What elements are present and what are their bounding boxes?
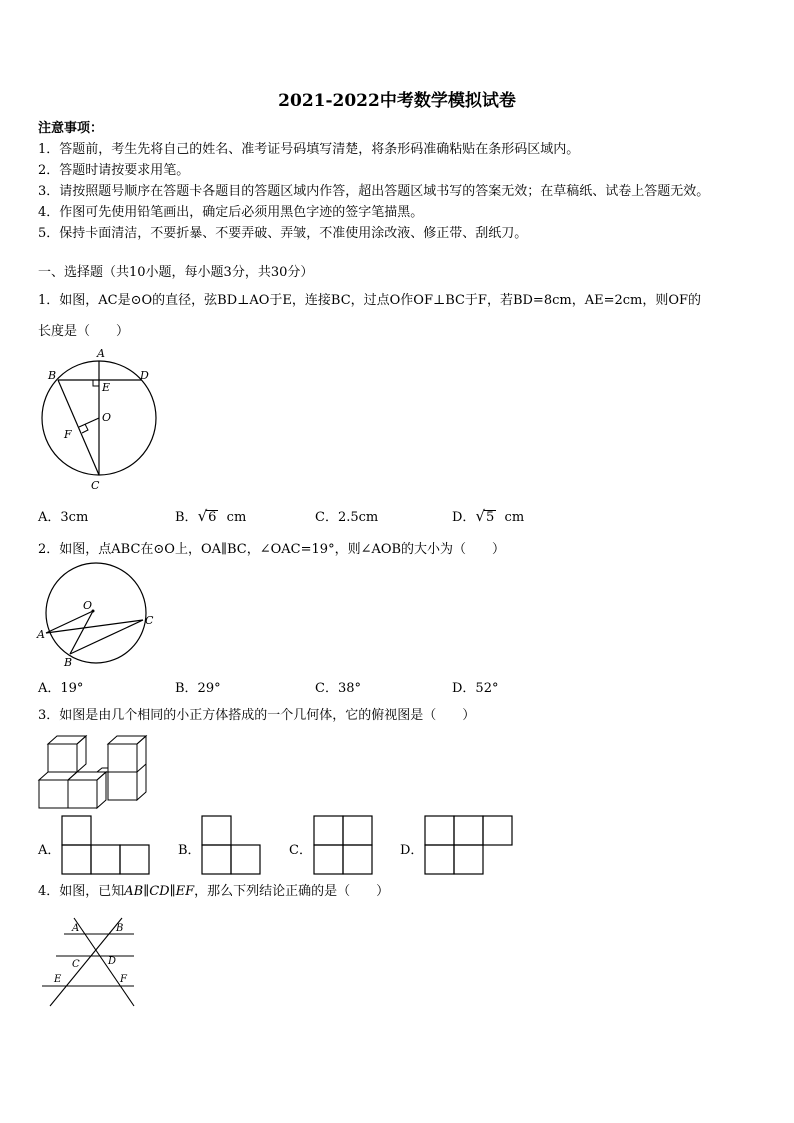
notice-item: 1．答题前，考生先将自己的姓名、准考证号码填写清楚，将条形码准确粘贴在条形码区域内。 <box>38 142 580 157</box>
label-F: F <box>120 974 127 985</box>
notice-item: 4．作图可先使用铅笔画出，确定后必须用黑色字迹的签字笔描黑。 <box>38 205 424 220</box>
question-4-figure <box>38 912 144 1008</box>
q3-option-d[interactable]: D． <box>400 843 424 858</box>
q3-option-b[interactable]: B． <box>178 843 201 858</box>
label-B: B <box>48 369 57 382</box>
notice-item: 2．答题时请按要求用笔。 <box>38 163 190 178</box>
notice-heading: 注意事项： <box>38 121 104 136</box>
q3-option-d-figure <box>424 815 516 877</box>
label-B: B <box>64 656 73 669</box>
q2-option-a[interactable]: A．19° <box>38 681 84 696</box>
label-A: A <box>72 923 80 934</box>
option-label: D． <box>452 510 476 525</box>
label-F: F <box>64 428 72 441</box>
q2-option-d[interactable]: D．52° <box>452 681 499 696</box>
radical-sign: √ <box>197 507 208 525</box>
label-O: O <box>83 599 93 612</box>
label-A: A <box>97 347 105 360</box>
label-B: B <box>116 923 124 934</box>
q1-option-b[interactable] <box>175 506 246 525</box>
label-O: O <box>102 411 112 424</box>
q3-option-a-figure <box>61 815 153 877</box>
radical-sign: √ <box>475 507 485 525</box>
question-3-figure <box>36 732 154 812</box>
unit: cm <box>226 510 247 525</box>
question-1-figure <box>36 343 166 493</box>
label-D: D <box>140 369 149 382</box>
question-3-text: 3．如图是由几个相同的小正方体搭成的一个几何体，它的俯视图是（ ） <box>38 708 476 723</box>
question-1-text: 1．如图，AC是⊙O的直径，弦BD⊥AO于E，连接BC，过点O作OF⊥BC于F，若BD=8cm，AE=2cm，则OF的 <box>38 293 702 308</box>
q3-option-c[interactable]: C． <box>289 843 312 858</box>
notice-item: 3．请按照题号顺序在答题卡各题目的答题区域内作答，超出答题区域书写的答案无效；在草稿纸、试卷上答题无效。 <box>38 184 710 199</box>
label-C: C <box>145 614 154 627</box>
question-4-text <box>38 884 389 900</box>
q4-prefix: 4．如图，已知 <box>38 884 125 899</box>
q3-option-c-figure <box>313 815 375 877</box>
radicand: 6 <box>208 510 217 525</box>
section-heading: 一、选择题（共10小题，每小题3分，共30分） <box>38 265 314 280</box>
q4-math: AB∥CD∥EF <box>124 884 195 899</box>
q3-option-a[interactable]: A． <box>38 843 61 858</box>
q1-option-c[interactable]: C．2.5cm <box>315 510 379 525</box>
q3-option-b-figure <box>201 815 263 877</box>
label-C: C <box>72 959 80 970</box>
option-label: B． <box>175 510 198 525</box>
label-D: D <box>108 956 117 967</box>
label-E: E <box>102 381 111 394</box>
label-E: E <box>54 974 62 985</box>
page-title: 2021-2022中考数学模拟试卷 <box>278 91 516 111</box>
notice-item: 5．保持卡面清洁，不要折暴、不要弄破、弄皱，不准使用涂改液、修正带、刮纸刀。 <box>38 226 528 241</box>
q2-option-c[interactable]: C．38° <box>315 681 361 696</box>
q2-option-b[interactable]: B．29° <box>175 681 221 696</box>
q4-suffix: ，那么下列结论正确的是（ ） <box>194 884 390 899</box>
question-2-figure <box>34 562 159 672</box>
question-1-text-cont: 长度是（ ） <box>38 324 130 339</box>
question-2-text: 2．如图，点ABC在⊙O上，OA∥BC，∠OAC=19°，则∠AOB的大小为（ ） <box>38 542 506 557</box>
q1-option-a[interactable]: A．3cm <box>38 510 89 525</box>
label-A: A <box>37 628 45 641</box>
unit: cm <box>504 510 525 525</box>
q1-option-d[interactable] <box>452 506 524 525</box>
label-C: C <box>91 479 100 492</box>
radicand: 5 <box>486 510 495 525</box>
